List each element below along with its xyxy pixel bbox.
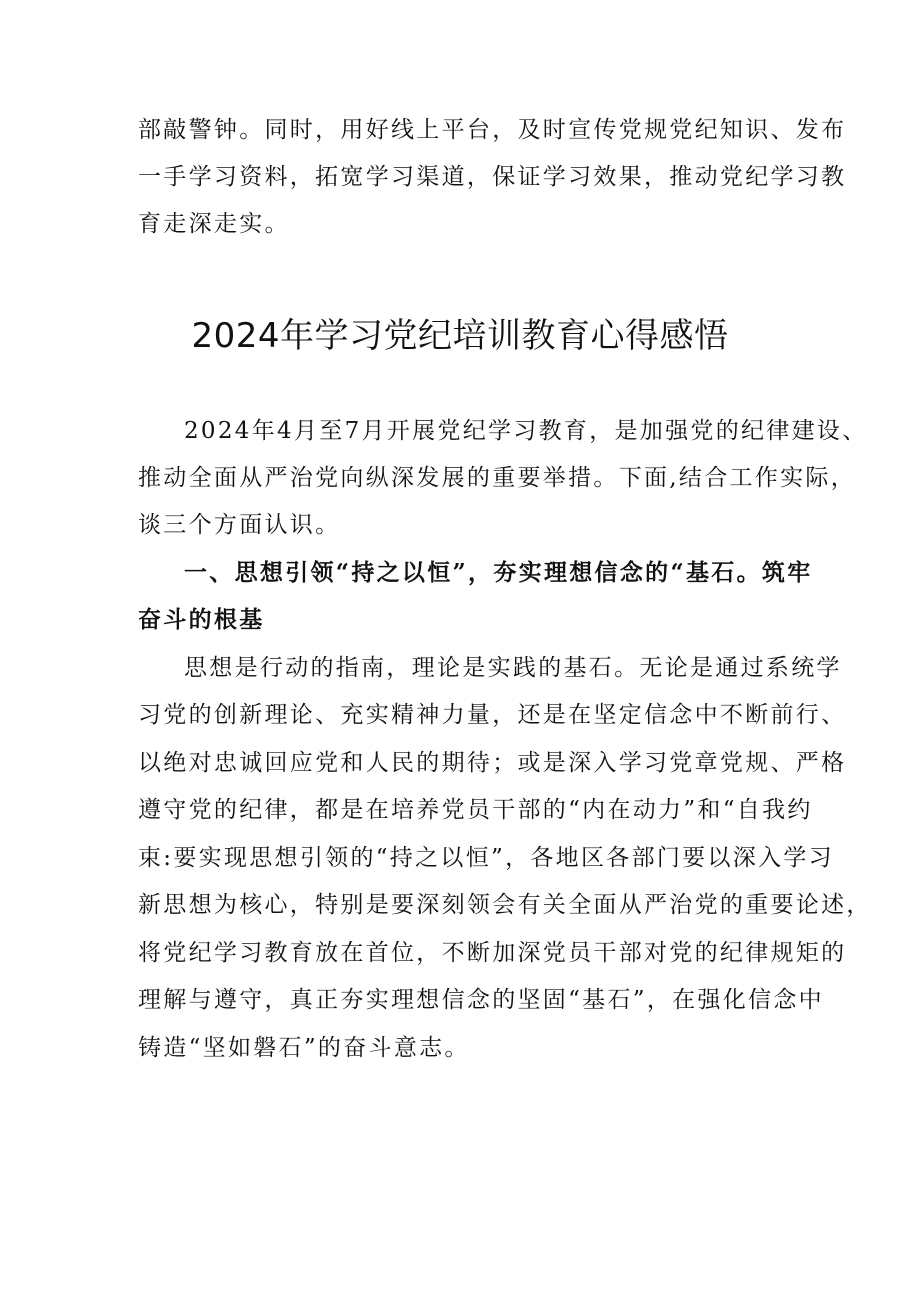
section-body-line-5: 束:要实现思想引领的“持之以恒”，各地区各部门要以深入学习 [138, 845, 834, 871]
section-body-line-6: 新思想为核心，特别是要深刻领会有关全面从严治党的重要论述， [138, 892, 872, 918]
carryover-line-1: 部敲警钟。同时，用好线上平台，及时宣传党规党纪知识、发布 [138, 117, 847, 143]
section-body-line-3: 以绝对忠诚回应党和人民的期待；或是深入学习党章党规、严格 [138, 750, 847, 776]
intro-line-3: 谈三个方面认识。 [138, 512, 341, 538]
page-title: 2024年学习党纪培训教育心得感悟 [191, 316, 729, 356]
section-body-line-7: 将党纪学习教育放在首位，不断加深党员干部对党的纪律规矩的 [138, 940, 847, 966]
section-body-line-1: 思想是行动的指南，理论是实践的基石。无论是通过系统学 [184, 655, 842, 681]
section-body-line-4: 遵守党的纪律，都是在培养党员干部的“内在动力”和“自我约 [138, 797, 813, 823]
section-body-line-9: 铸造“坚如磐石”的奋斗意志。 [138, 1035, 470, 1061]
section-body-line-8: 理解与遵守，真正夯实理想信念的坚固“基石”，在强化信念中 [138, 987, 824, 1013]
carryover-line-3: 育走深走实。 [138, 211, 290, 237]
section-heading-line-1: 一、思想引领“持之以恒”，夯实理想信念的“基石。筑牢 [184, 559, 813, 586]
section-heading-line-2: 奋斗的根基 [138, 606, 265, 633]
carryover-line-2: 一手学习资料，拓宽学习渠道，保证学习效果，推动党纪学习教 [138, 164, 847, 190]
section-body-line-2: 习党的创新理论、充实精神力量，还是在坚定信念中不断前行、 [138, 702, 847, 728]
intro-line-1: 2024年4月至7月开展党纪学习教育，是加强党的纪律建设、 [184, 418, 868, 444]
intro-line-2: 推动全面从严治党向纵深发展的重要举措。下面,结合工作实际， [138, 465, 857, 491]
